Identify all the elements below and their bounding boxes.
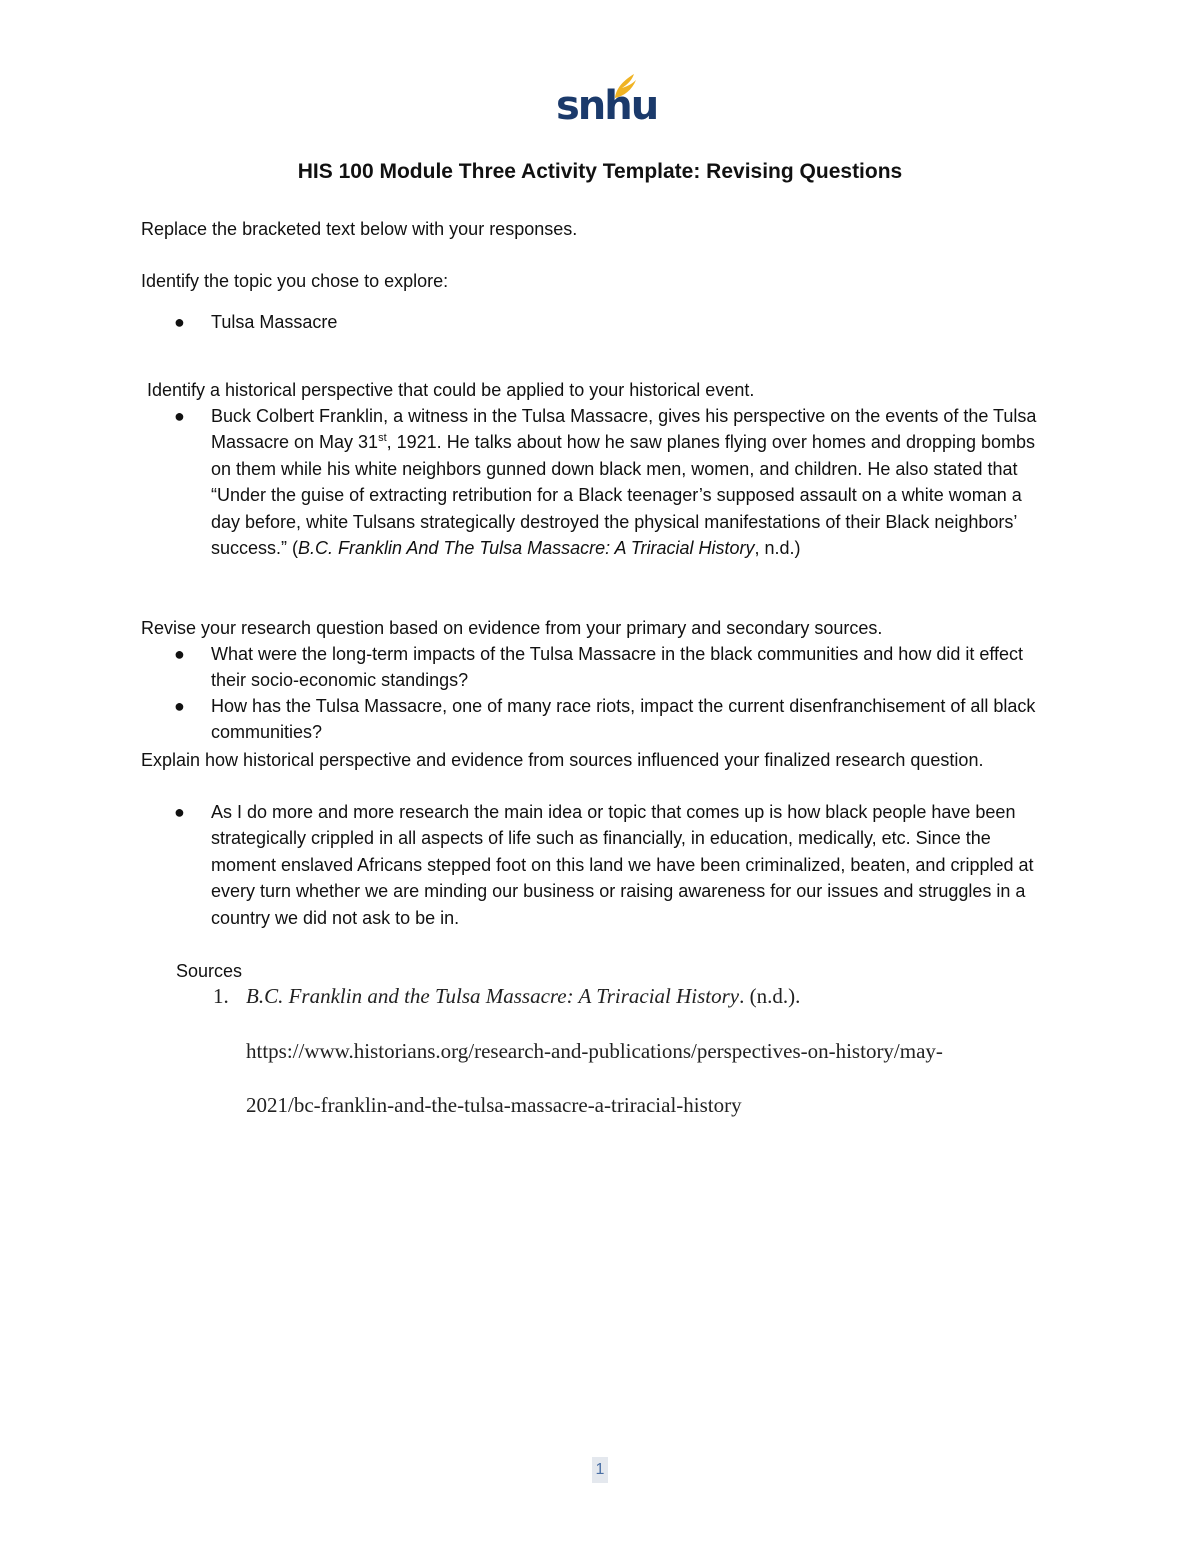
bullet-icon: ● [174,644,185,664]
explain-answer-item [174,799,1054,931]
bullet-icon: ● [174,696,185,716]
source-url-line-1: https://www.historians.org/research-and-publications/perspectives-on-history/may- [246,1039,943,1063]
logo-wordmark: snhu [556,83,658,129]
instructions-text: Replace the bracketed text below with your responses. [141,219,578,239]
revise-answer: How has the Tulsa Massacre, one of many race riots, impact the current disenfranchisement of all black communities? [211,696,1036,743]
page-title: HIS 100 Module Three Activity Template: Revising Questions [297,160,903,183]
perspective-answer: Buck Colbert Franklin, a witness in the Tulsa Massacre, gives his perspective on the events of the Tulsa Massacre on May 31st, 1921. He talks about how he saw planes flying over homes and dropping bombs on them while his white neighbors gunned down black men, women, and children. He also stated that “Under the guise of extracting retribution for a Black teenager’s supposed assault on a white woman a day before, white Tulsans strategically destroyed the physical manifestations of their Black neighbors’ success.” (B.C. Franklin And The Tulsa Massacre: A Triracial History, n.d.) [211,406,1037,559]
revise-answer: What were the long-term impacts of the Tulsa Massacre in the black communities and how did it effect their socio-economic standings? [211,644,1024,691]
topic-answer-item [174,309,1054,335]
bullet-icon: ● [174,802,185,822]
perspective-prompt: Identify a historical perspective that could be applied to your historical event. [147,380,755,400]
snhu-logo [554,72,658,134]
page-number: 1 [592,1457,608,1483]
revise-answer-item [174,693,1054,746]
sources-heading: Sources [176,961,243,981]
perspective-answer-item [174,403,1054,561]
source-url-line-2: 2021/bc-franklin-and-the-tulsa-massacre-a-triracial-history [246,1093,742,1117]
revise-prompt: Revise your research question based on evidence from your primary and secondary sources. [141,618,883,638]
explain-prompt: Explain how historical perspective and evidence from sources influenced your finalized research question. [141,750,984,770]
source-citation: B.C. Franklin and the Tulsa Massacre: A Triracial History. (n.d.). [246,984,801,1008]
source-number: 1. [213,984,229,1008]
explain-answer: As I do more and more research the main idea or topic that comes up is how black people have been strategically crippled in all aspects of life such as financially, in education, medically, etc. Since the moment enslaved Africans stepped foot on this land we have been criminalized, beaten, and crippled at every turn whether we are minding our business or raising awareness for our issues and struggles in a country we did not ask to be in. [211,802,1034,928]
topic-prompt: Identify the topic you chose to explore: [141,271,449,291]
bullet-icon: ● [174,406,185,426]
revise-answer-item [174,641,1054,694]
topic-answer: Tulsa Massacre [211,312,338,332]
bullet-icon: ● [174,312,185,332]
